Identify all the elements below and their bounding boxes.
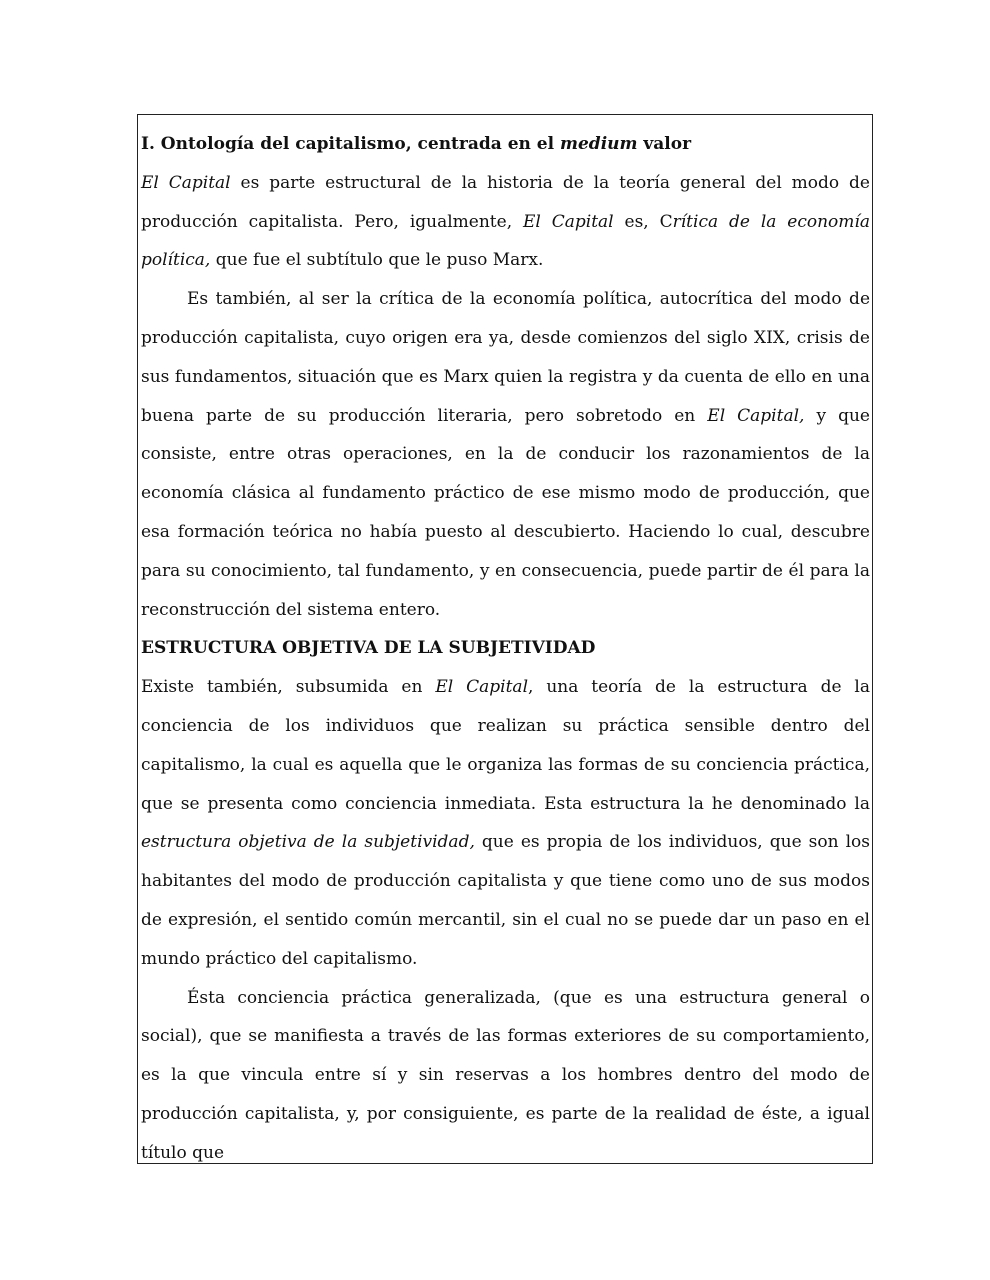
body-text: Es también, al ser la crítica de la economía política, autocrítica del modo de producción capitalista, cuyo origen era ya, desde comienzos del siglo XIX, crisis de sus fundamentos, situación que es Marx quien la registra y da cuenta de ello en una buena parte de su producción literaria, pero sobretodo en [141,289,870,426]
italic-text: El Capital [141,172,231,193]
body-text: que fue el subtítulo que le puso Marx. [210,250,544,271]
italic-text: El Capital [523,211,614,232]
page-frame [137,114,873,1164]
paragraph-el-capital [141,164,870,280]
paragraph-autocritica [141,280,870,629]
italic-text: El Capital, [707,405,805,426]
body-text: , una teoría de la estructura de la conciencia de los individuos que realizan su práctica sensible dentro del capitalismo, la cual es aquella que le organiza las formas de su conciencia práctica, que se presenta como conciencia inmediata. Esta estructura la he denominado la [141,677,871,814]
body-text: Ésta conciencia práctica generalizada, (que es una estructura general o social), que se manifiesta a través de las formas exteriores de su comportamiento, es la que vincula entre sí y sin reservas a los hombres dentro del modo de producción capitalista, y, por consiguiente, es parte de la realidad de éste, a igual título que [141,987,870,1163]
heading-italic-text: medium [560,134,638,154]
italic-text: estructura objetiva de la subjetividad, [141,832,475,853]
body-text: Existe también, subsumida en [141,677,436,698]
italic-text: rítica de la economía política, [141,211,870,271]
paragraph-estructura-conciencia [141,668,870,978]
heading-text-end: valor [637,134,692,154]
section-heading-estructura: ESTRUCTURA OBJETIVA DE LA SUBJETIVIDAD [141,638,596,659]
body-text: es parte estructural de la historia de la teoría general del modo de producción capitalista. Pero, igualmente, [141,172,870,232]
body-text: y que consiste, entre otras operaciones, en la de conducir los razonamientos de la economía clásica al fundamento práctico de ese mismo modo de producción, que esa formación teórica no había puesto al descubierto. Haciendo lo cual, descubre para su conocimiento, tal fundamento, y en consecuencia, puede partir de él para la reconstrucción del sistema entero. [141,405,870,620]
body-text: es, C [613,211,673,232]
heading-text: I. Ontología del capitalismo, centrada en el [141,134,560,154]
paragraph-conciencia-practica [141,979,870,1164]
italic-text: El Capital [435,677,529,698]
section-heading-ontologia [141,125,870,164]
document-body [141,125,870,1164]
body-text: que es propia de los individuos, que son los habitantes del modo de producción capitalista y que tiene como uno de sus modos de expresión, el sentido común mercantil, sin el cual no se puede dar un paso en el mundo práctico del capitalismo. [141,832,870,969]
